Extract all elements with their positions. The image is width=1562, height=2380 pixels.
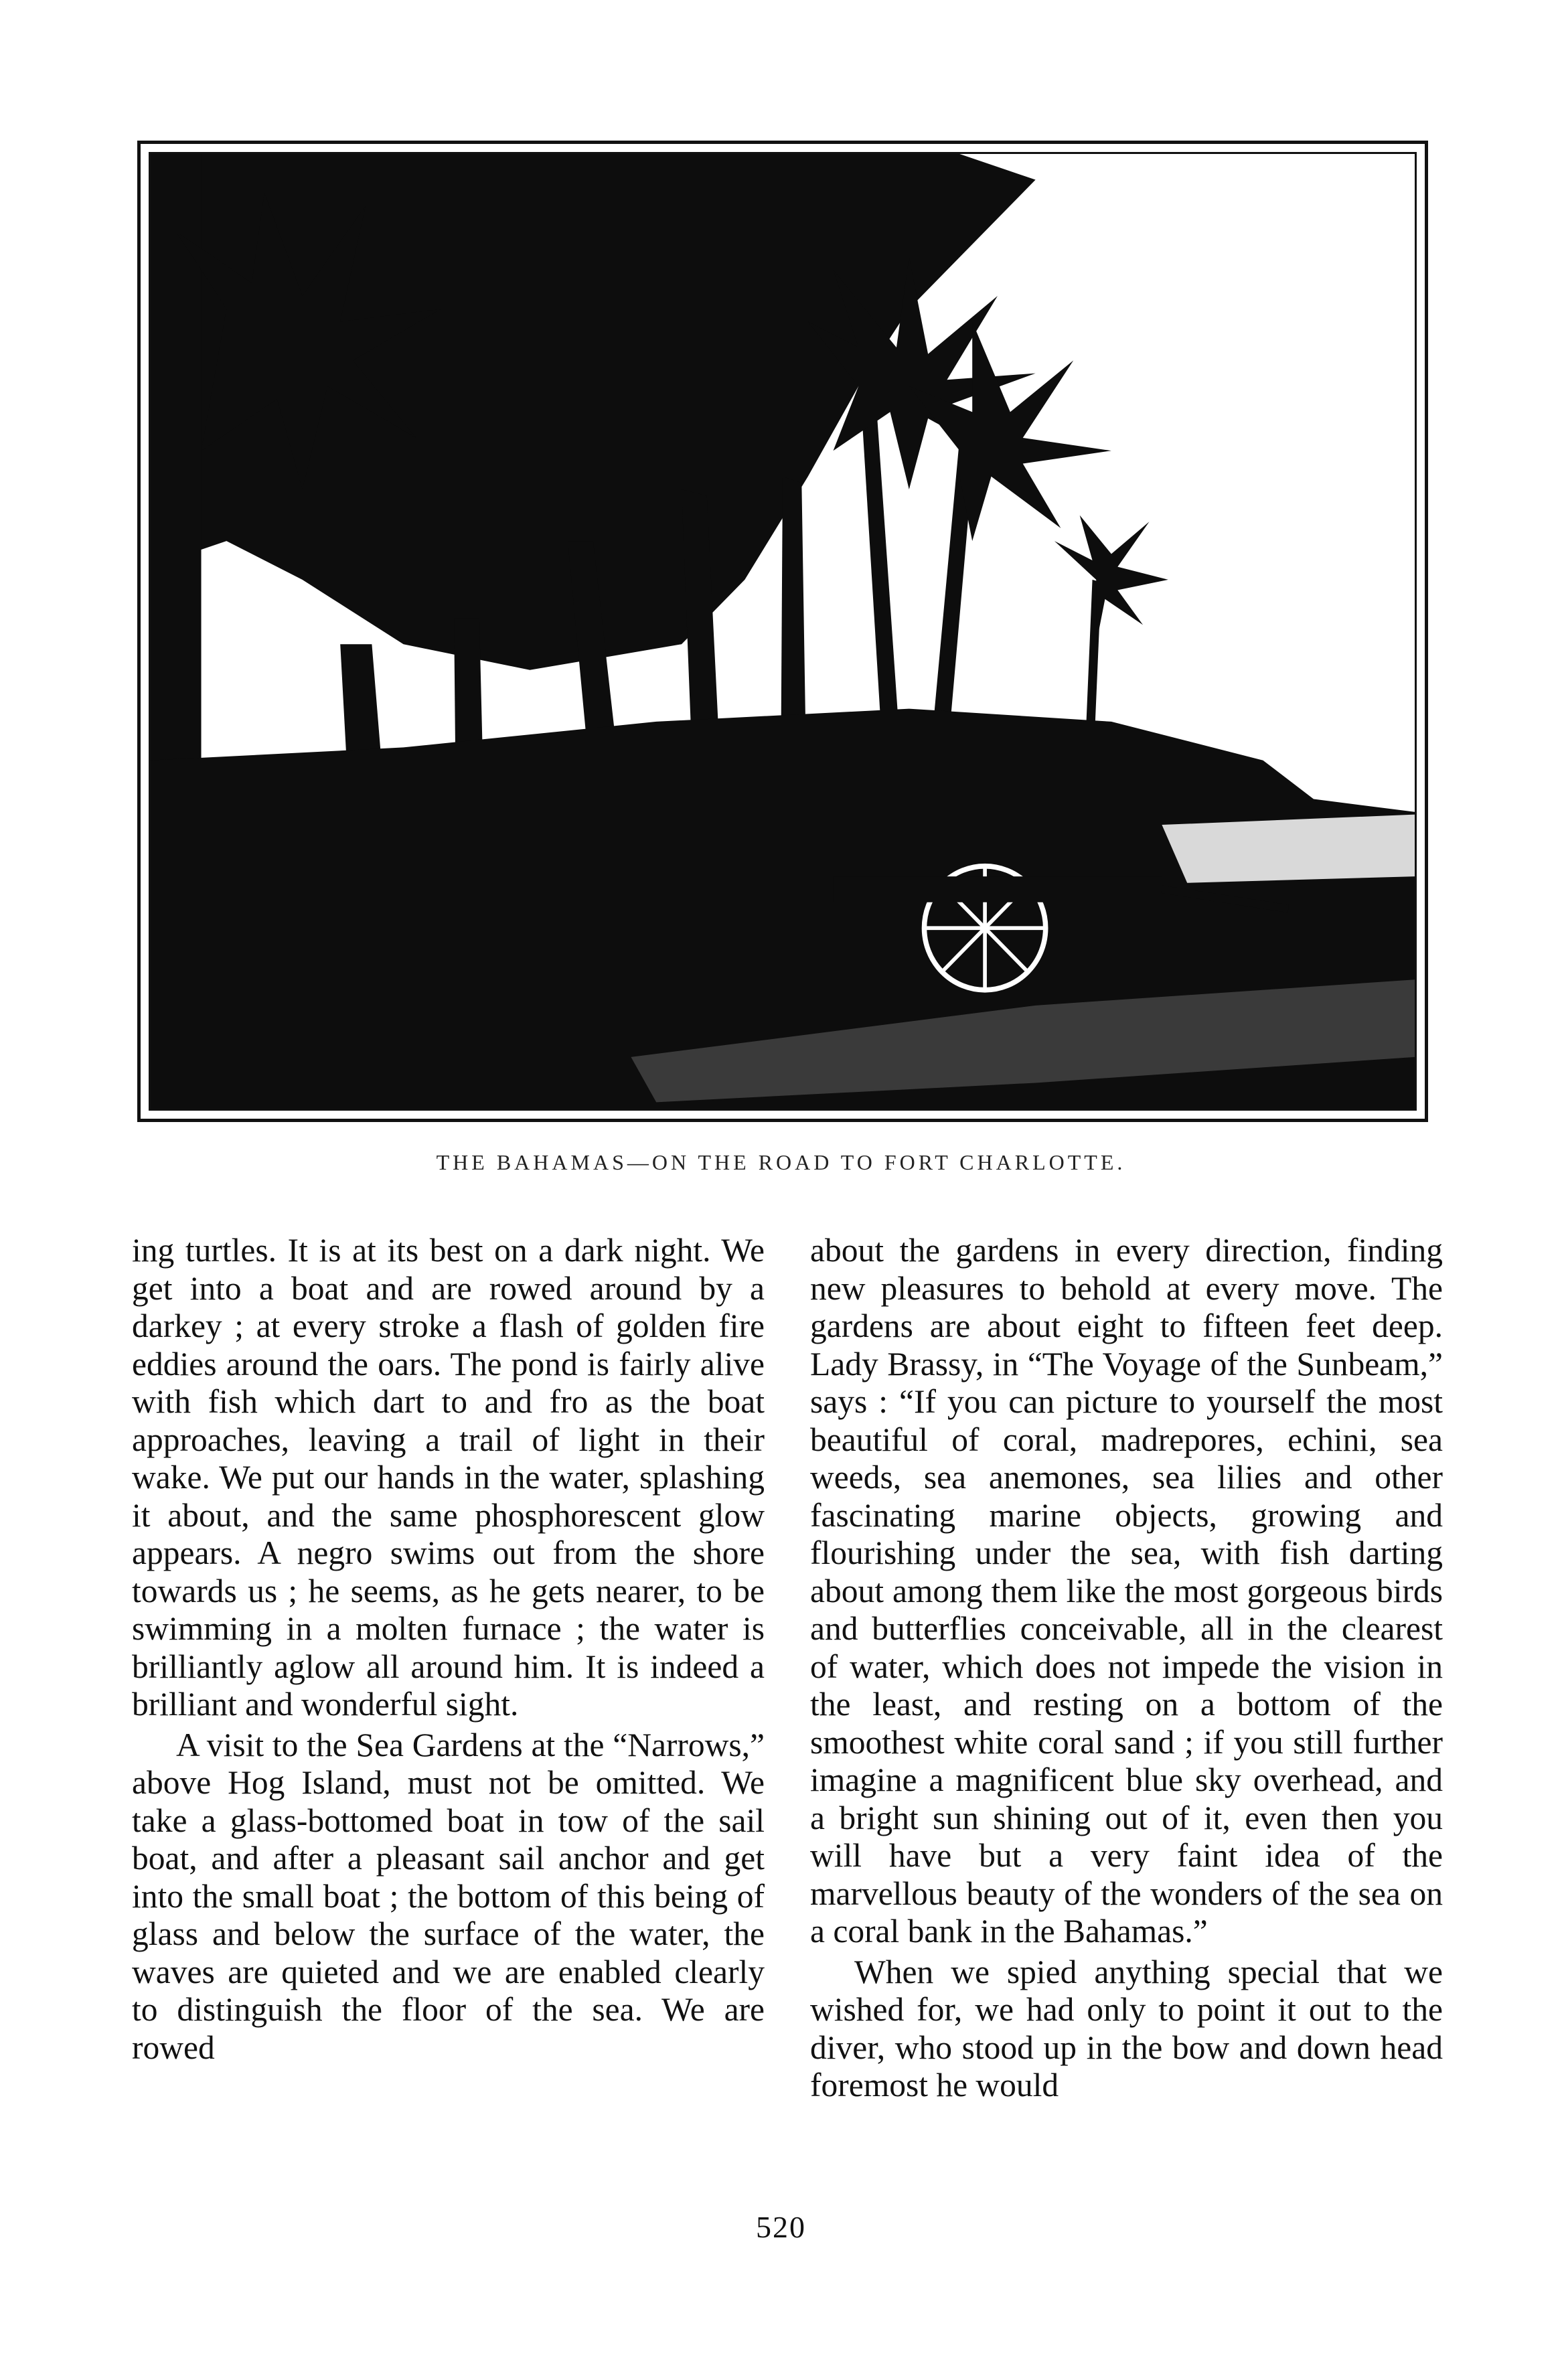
right-column [810, 1232, 1443, 2105]
photo-caption: THE BAHAMAS—ON THE ROAD TO FORT CHARLOTTE. [436, 1150, 1126, 1174]
page-number: 520 [756, 2210, 806, 2244]
right-paragraph-1: about the gardens in every direction, finding new pleasures to behold at every move. The gardens are about eight to fifteen feet deep. Lady Brassy, in “The Voyage of the Sunbeam,” says : “If you can picture to yourself the most beautiful of coral, madrepores, echini, sea weeds, sea anemones, sea lilies and other fascinating marine objects, growing and flourishing under the sea, with fish darting about among them like the most gorgeous birds and butterflies conceivable, all in the clearest of water, which does not impede the vision in the least, and resting on a bottom of the smoothest white coral sand ; if you still further imagine a magnificent blue sky overhead, and a bright sun shining out of it, even then you will have but a very faint idea of the marvellous beauty of the wonders of the sea on a coral bank in the Bahamas.” [810, 1232, 1443, 1950]
photo-frame [137, 141, 1428, 1122]
right-paragraph-2: When we spied anything special that we wished for, we had only to point it out to the diver, who stood up in the bow and down head foremost he would [810, 1953, 1443, 2104]
palm-silhouette-illustration [151, 154, 1415, 1109]
left-paragraph-2: A visit to the Sea Gardens at the “Narrows,” above Hog Island, must not be omitted. We take a glass-bottomed boat in tow of the sail boat, and after a pleasant sail anchor and get into the small boat ; the bottom of this being of glass and below the surface of the water, the waves are quieted and we are enabled clearly to distinguish the floor of the sea. We are rowed [132, 1726, 765, 2066]
left-paragraph-1: ing turtles. It is at its best on a dark night. We get into a boat and are rowed around by a darkey ; at every stroke a flash of golden fire eddies around the oars. The pond is fairly alive with fish which dart to and fro as the boat approaches, leaving a trail of light in their wake. We put our hands in the water, splashing it about, and the same phosphorescent glow appears. A negro swims out from the shore towards us ; he seems, as he gets nearer, to be swimming in a molten furnace ; the water is brilliantly aglow all around him. It is indeed a brilliant and wonderful sight. [132, 1232, 765, 1723]
left-column [132, 1232, 765, 2067]
photo-bahamas-palms [149, 152, 1417, 1111]
